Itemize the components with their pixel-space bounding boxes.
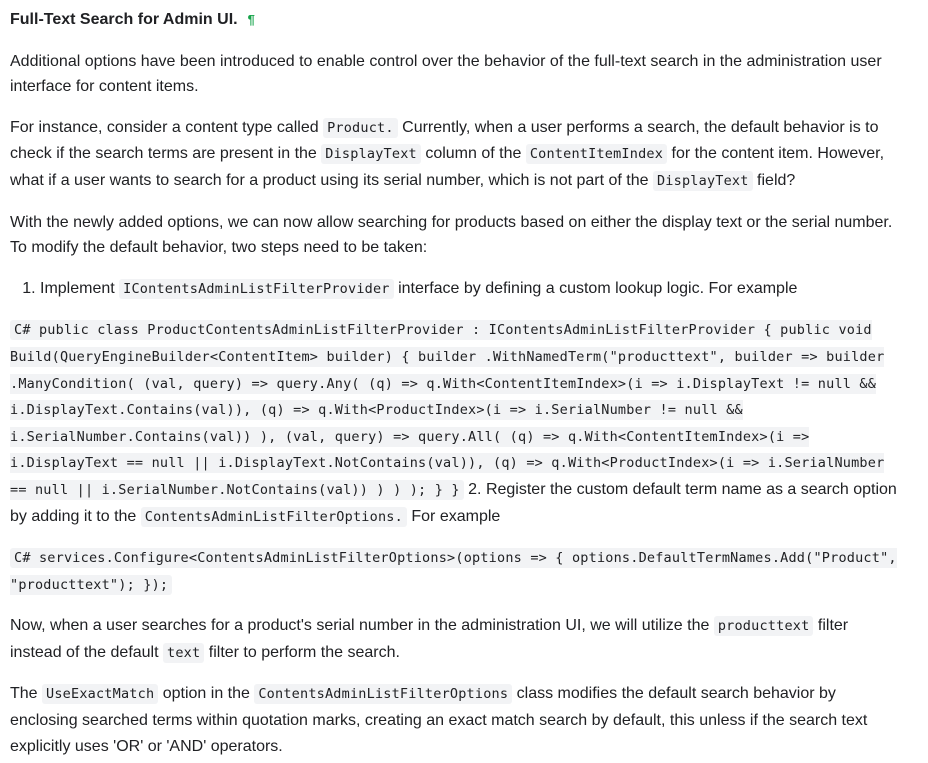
permalink-anchor-icon[interactable]: ¶ — [247, 12, 255, 27]
options-paragraph: With the newly added options, we can now allow searching for products based on either the display text or the serial number. To modify the default behavior, two steps need to be taken: — [10, 213, 893, 257]
inline-code: ContentsAdminListFilterOptions. — [141, 507, 407, 527]
code-paragraph-2 — [10, 545, 898, 598]
code-block: C# services.Configure<ContentsAdminListFilterOptions>(options => { options.DefaultTermNames.Add("Product", "producttext"); }); — [10, 550, 897, 593]
code-block: C# public class ProductContentsAdminListFilterProvider : IContentsAdminListFilterProvider { public void Build(QueryEngineBuilder<ContentItem> builder) { builder .WithNamedTerm("producttext", builder => builder .ManyCondition( (val, query) => query.Any( (q) => q.With<ContentItemIndex>(i => i.DisplayText != null && i.DisplayText.Contains(val)), (q) => q.With<ProductIndex>(i => i.SerialNumber != null && i.SerialNumber.Contains(val)) ), (val, query) => query.All( (q) => q.With<ContentItemIndex>(i => i.DisplayText == null || i.DisplayText.NotContains(val)), (q) => q.With<ProductIndex>(i => i.SerialNumber == null || i.SerialNumber.NotContains(val)) ) ) ); } } — [10, 322, 885, 498]
inline-code: producttext — [714, 616, 814, 636]
text: for the content item. However, what if a user wants to search for a product using its serial number, which is not part of the — [10, 145, 885, 189]
inline-code: DisplayText — [653, 171, 753, 191]
text: For example — [406, 507, 501, 525]
exact-match-paragraph — [10, 681, 898, 759]
example-paragraph — [10, 115, 898, 195]
text: For instance, consider a content type called — [10, 118, 324, 136]
text: Currently, when a user performs a search, the default behavior is to check if the search terms are present in the — [10, 118, 879, 163]
inline-code: IContentsAdminListFilterProvider — [119, 279, 394, 299]
text: option in the — [158, 685, 255, 703]
text: class modifies the default search behavior by enclosing searched terms within quotation marks, creating an exact match search by default, this unless if the search text explicitly uses 'OR' or 'AND' operators. — [10, 685, 868, 755]
section-heading — [10, 7, 898, 33]
steps-list — [10, 276, 898, 303]
inline-code: ContentItemIndex — [526, 144, 667, 164]
inline-code: ContentsAdminListFilterOptions — [254, 684, 512, 704]
text: column of the — [420, 145, 526, 163]
list-item — [40, 276, 898, 303]
section-title: Full-Text Search for Admin UI. — [10, 11, 238, 28]
intro-paragraph: Additional options have been introduced to enable control over the behavior of the full-text search in the administration user interface for content items. — [10, 52, 882, 96]
text: filter to perform the search. — [204, 643, 400, 661]
text: 2. Register the custom default term name as a search option by adding it to the — [10, 480, 897, 525]
code-paragraph — [10, 317, 898, 530]
inline-code: DisplayText — [321, 144, 421, 164]
text: field? — [752, 171, 796, 189]
inline-code: text — [163, 643, 204, 663]
text: Implement — [40, 279, 120, 297]
text: Now, when a user searches for a product's serial number in the administration UI, we will utilize the — [10, 617, 714, 635]
usage-paragraph — [10, 613, 898, 666]
text: filter instead of the default — [10, 617, 849, 661]
inline-code: Product. — [323, 118, 398, 138]
text: interface by defining a custom lookup logic. For example — [393, 279, 798, 297]
inline-code: UseExactMatch — [42, 684, 158, 704]
text: The — [10, 685, 43, 703]
